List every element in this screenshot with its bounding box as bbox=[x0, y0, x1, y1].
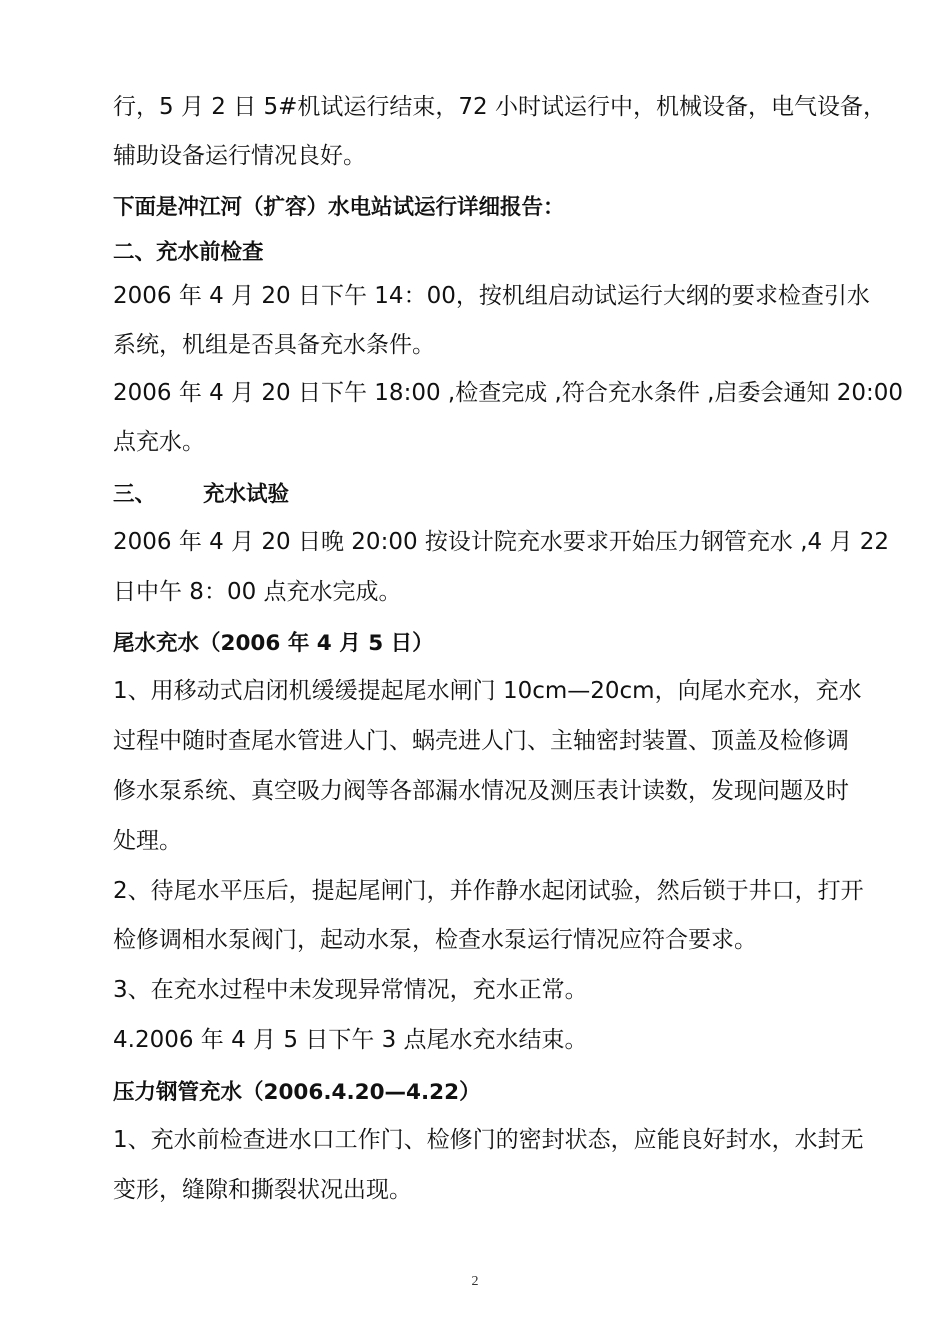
tailwater-heading: 尾水充水（2006 年 4 月 5 日） bbox=[113, 631, 434, 656]
body-line: 3、在充水过程中未发现异常情况，充水正常。 bbox=[113, 977, 588, 1003]
page-number: 2 bbox=[471, 1274, 479, 1289]
section-three-number: 三、 bbox=[113, 482, 157, 507]
body-line: 2006 年 4 月 20 日下午 18:00 ,检查完成 ,符合充水条件 ,启委会通知 20:00 bbox=[113, 380, 904, 406]
body-line: 1、用移动式启闭机缓缓提起尾水闸门 10cm—20cm，向尾水充水，充水 bbox=[113, 678, 862, 704]
body-line: 2、待尾水平压后，提起尾闸门，并作静水起闭试验，然后锁于井口，打开 bbox=[113, 878, 864, 904]
section-two-heading: 二、充水前检查 bbox=[113, 240, 264, 265]
body-line: 检修调相水泵阀门，起动水泵，检查水泵运行情况应符合要求。 bbox=[113, 927, 757, 953]
body-line: 行，5 月 2 日 5#机试运行结束，72 小时试运行中，机械设备，电气设备， bbox=[113, 94, 886, 120]
body-line: 处理。 bbox=[113, 828, 182, 854]
body-line: 1、充水前检查进水口工作门、检修门的密封状态，应能良好封水，水封无 bbox=[113, 1127, 864, 1153]
body-line: 修水泵系统、真空吸力阀等各部漏水情况及测压表计读数，发现问题及时 bbox=[113, 778, 849, 804]
penstock-heading: 压力钢管充水（2006.4.20—4.22） bbox=[113, 1080, 481, 1105]
report-heading: 下面是冲江河（扩容）水电站试运行详细报告： bbox=[113, 195, 565, 220]
body-line: 辅助设备运行情况良好。 bbox=[113, 143, 366, 169]
body-line: 2006 年 4 月 20 日晚 20:00 按设计院充水要求开始压力钢管充水 ,4 月 22 bbox=[113, 529, 890, 555]
body-line: 系统，机组是否具备充水条件。 bbox=[113, 332, 435, 358]
section-three-heading bbox=[113, 480, 913, 510]
body-line: 变形，缝隙和撕裂状况出现。 bbox=[113, 1177, 412, 1203]
section-three-title: 充水试验 bbox=[203, 482, 290, 507]
body-line: 2006 年 4 月 20 日下午 14：00，按机组启动试运行大纲的要求检查引水 bbox=[113, 283, 870, 309]
body-line: 日中午 8：00 点充水完成。 bbox=[113, 579, 402, 605]
body-line: 过程中随时查尾水管进人门、蜗壳进人门、主轴密封装置、顶盖及检修调 bbox=[113, 728, 849, 754]
body-line: 4.2006 年 4 月 5 日下午 3 点尾水充水结束。 bbox=[113, 1027, 588, 1053]
body-line: 点充水。 bbox=[113, 429, 205, 455]
